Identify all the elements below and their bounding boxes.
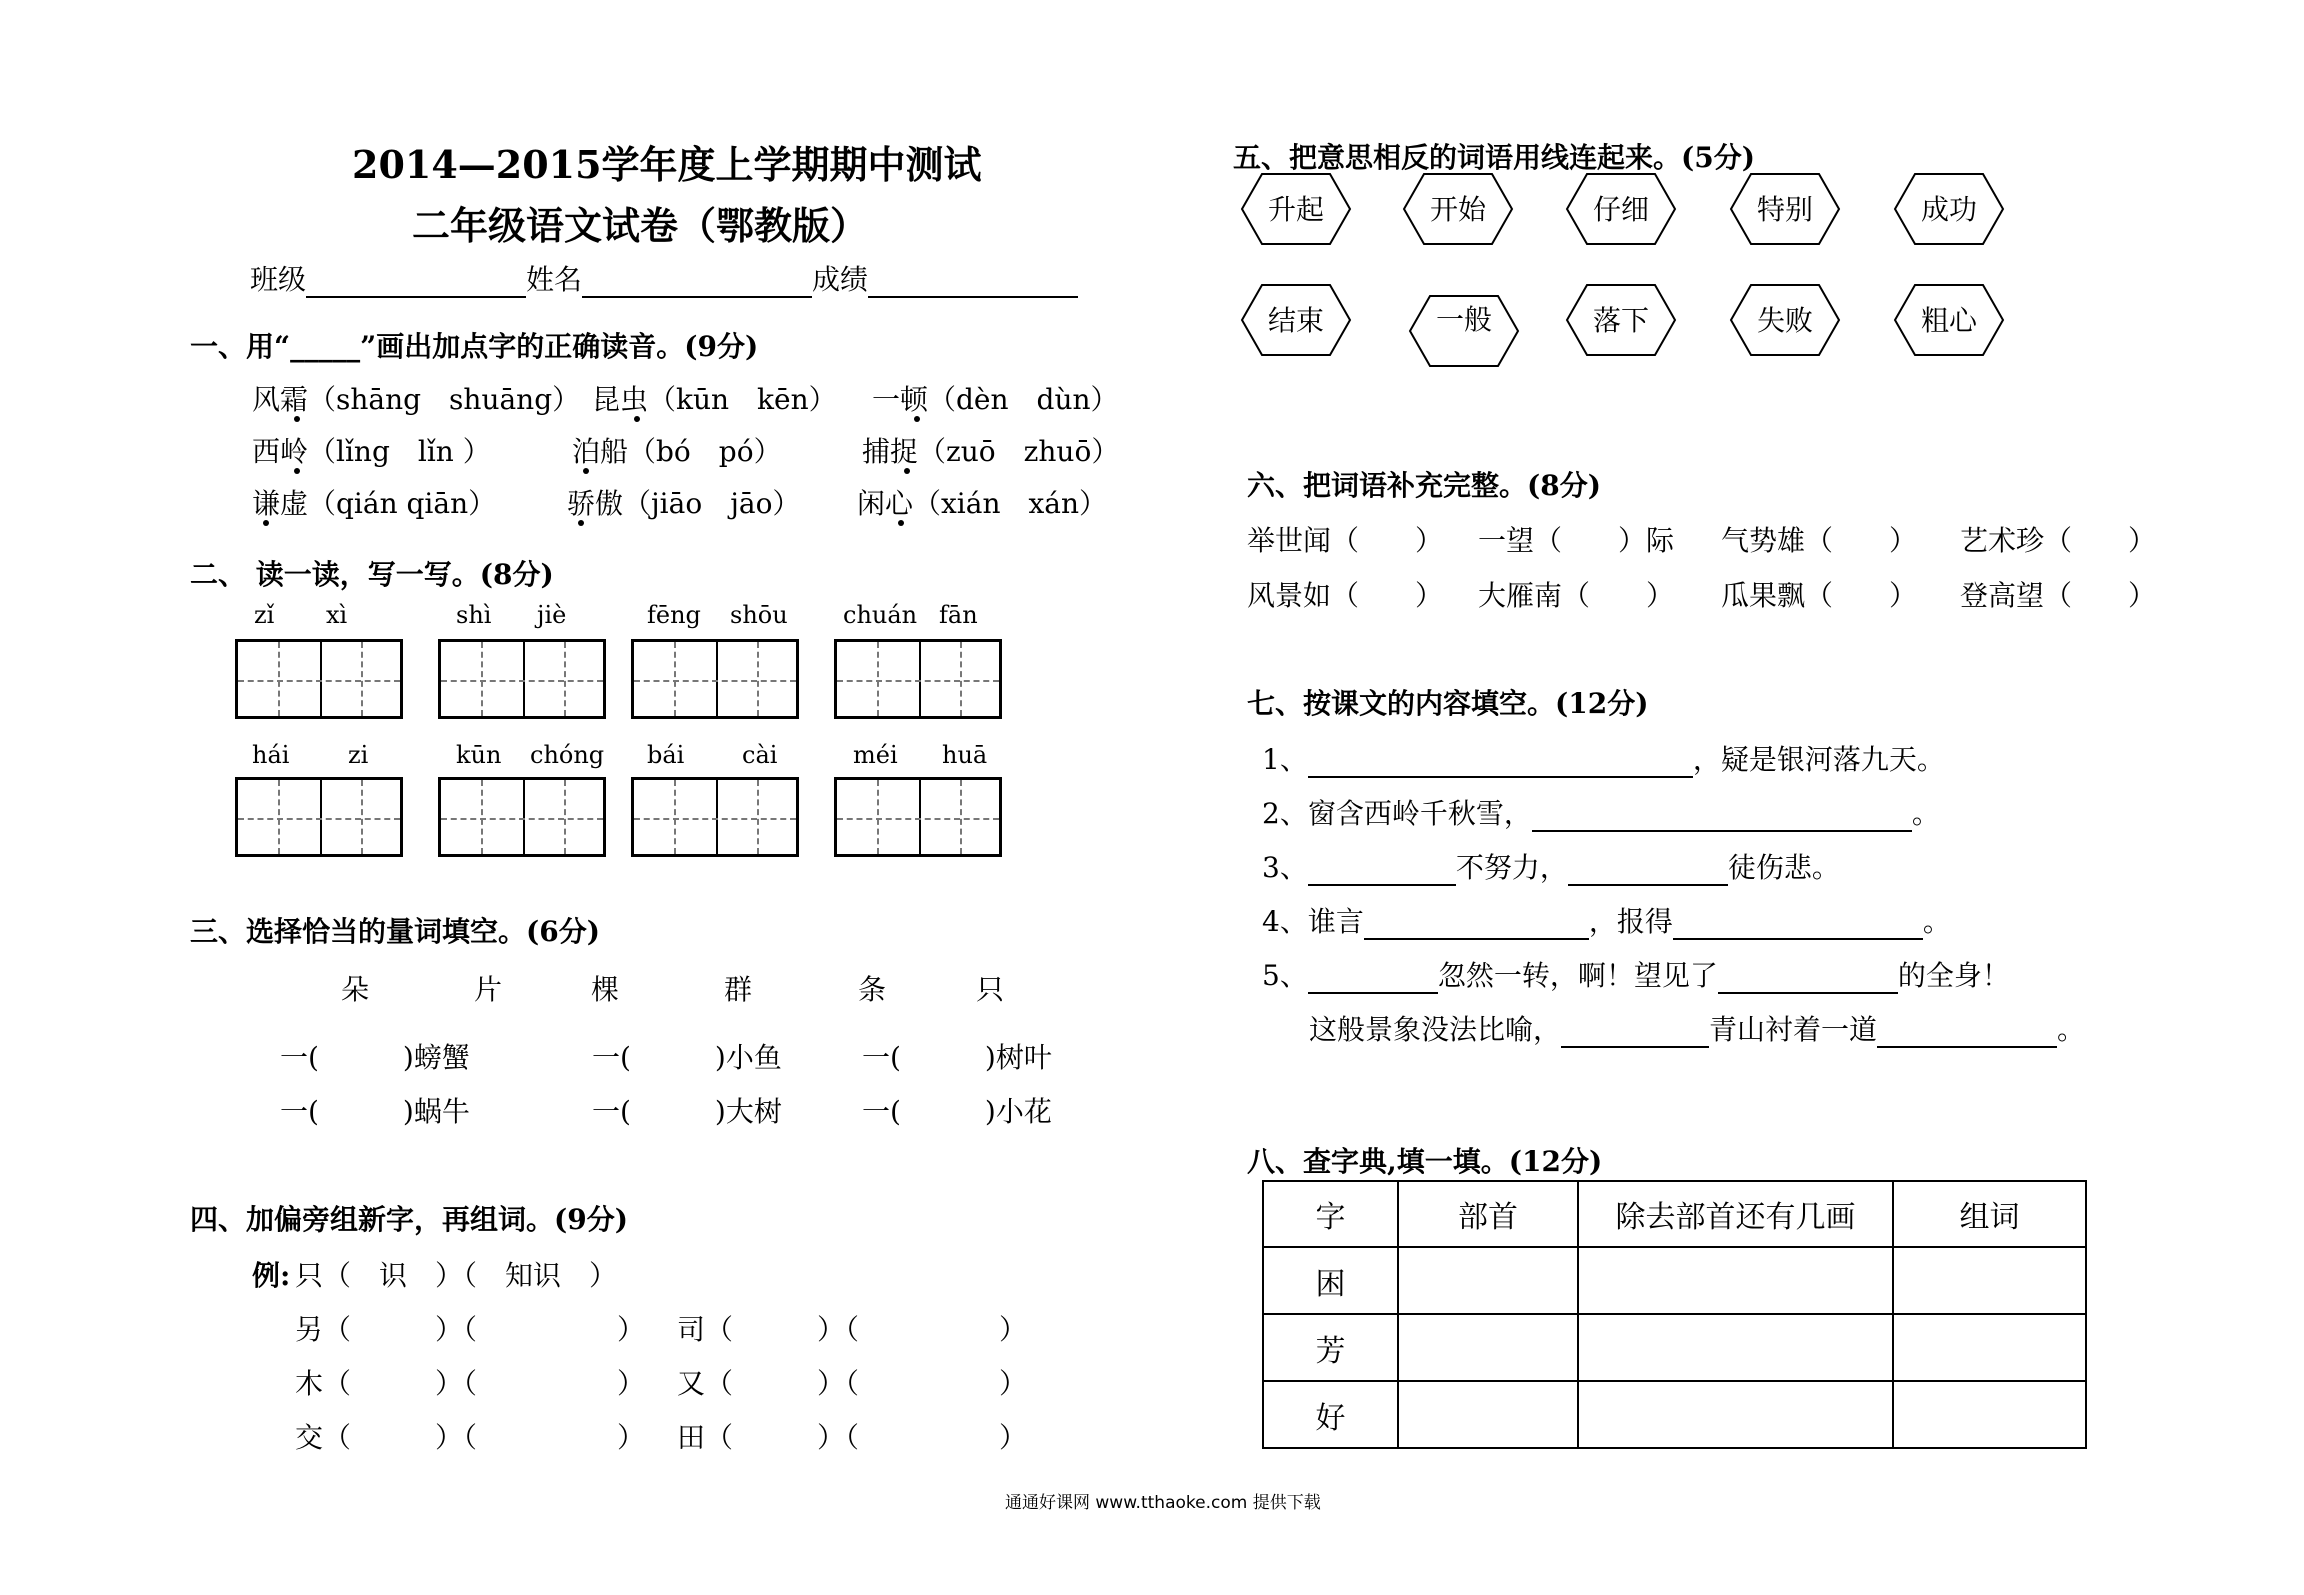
student-info xyxy=(250,258,1078,298)
poem-line: 4、谁言 ，报得 。 xyxy=(1262,905,1951,938)
pinyin: zi xyxy=(348,741,369,769)
table-cell[interactable] xyxy=(1578,1314,1893,1381)
col-header: 字 xyxy=(1263,1181,1398,1247)
fill-item[interactable]: 一( )树叶 xyxy=(862,1041,1052,1074)
table-cell[interactable] xyxy=(1578,1247,1893,1314)
dictionary-table xyxy=(1262,1180,2087,1449)
table-cell[interactable] xyxy=(1893,1314,2086,1381)
word-hexagon[interactable]: 开始 xyxy=(1402,172,1514,246)
answer-blank[interactable] xyxy=(1308,746,1693,778)
pinyin: xì xyxy=(326,601,348,629)
fill-item[interactable]: 一( )小花 xyxy=(862,1095,1052,1128)
score-blank[interactable] xyxy=(868,266,1078,298)
name-blank[interactable] xyxy=(582,266,812,298)
word-hexagon[interactable]: 结束 xyxy=(1240,283,1352,357)
table-char: 困 xyxy=(1263,1247,1398,1314)
word-hexagon[interactable]: 一般 xyxy=(1408,294,1520,368)
table-char: 好 xyxy=(1263,1381,1398,1448)
answer-blank[interactable] xyxy=(1877,1016,2057,1048)
class-blank[interactable] xyxy=(306,266,526,298)
pinyin: chuán xyxy=(843,601,918,629)
s1-item: 捕捉（zuō zhuō） xyxy=(862,435,1120,468)
poem-line: 5、 忽然一转，啊！望见了 的全身！ xyxy=(1262,959,2010,992)
fill-item[interactable]: 又（ ）（ ） xyxy=(677,1367,1028,1400)
writing-grid[interactable] xyxy=(235,639,403,719)
idiom-fill[interactable]: 风景如（ ） xyxy=(1247,579,1444,612)
word-hexagon[interactable]: 成功 xyxy=(1893,172,2005,246)
name-label: 姓名 xyxy=(526,263,583,296)
exam-title: 2014—2015学年度上学期期中测试 xyxy=(352,142,982,187)
answer-blank[interactable] xyxy=(1532,800,1912,832)
measure-word: 棵 xyxy=(591,973,620,1006)
word-hexagon[interactable]: 仔细 xyxy=(1565,172,1677,246)
pinyin: shì xyxy=(456,601,492,629)
table-cell[interactable] xyxy=(1398,1314,1578,1381)
poem-line: 1、 ，疑是银河落九天。 xyxy=(1262,743,1945,776)
pinyin: zǐ xyxy=(254,601,275,629)
example-text: 只（ 识 ）（ 知识 ） xyxy=(295,1259,618,1292)
section7-title: 七、按课文的内容填空。(12分) xyxy=(1247,687,1649,720)
idiom-fill[interactable]: 登高望（ ） xyxy=(1960,579,2157,612)
writing-grid[interactable] xyxy=(631,777,799,857)
pinyin: fān xyxy=(939,601,978,629)
s1-item: 泊船（bó pó） xyxy=(572,435,782,468)
writing-grid[interactable] xyxy=(834,777,1002,857)
poem-line: 2、窗含西岭千秋雪， 。 xyxy=(1262,797,1940,830)
idiom-fill[interactable]: 艺术珍（ ） xyxy=(1960,524,2157,557)
col-header: 部首 xyxy=(1398,1181,1578,1247)
poem-line: 这般景象没法比喻， 青山衬着一道 。 xyxy=(1309,1013,2086,1046)
writing-grid[interactable] xyxy=(235,777,403,857)
fill-item[interactable]: 一( )小鱼 xyxy=(592,1041,782,1074)
writing-grid[interactable] xyxy=(438,639,606,719)
class-label: 班级 xyxy=(250,263,307,296)
measure-word: 片 xyxy=(474,973,503,1006)
emphasis-dot xyxy=(583,468,589,474)
table-cell[interactable] xyxy=(1398,1381,1578,1448)
answer-blank[interactable] xyxy=(1308,962,1438,994)
measure-word: 群 xyxy=(724,973,753,1006)
emphasis-dot xyxy=(294,468,300,474)
table-cell[interactable] xyxy=(1893,1247,2086,1314)
pinyin: hái xyxy=(252,741,290,769)
col-header: 组词 xyxy=(1893,1181,2086,1247)
pinyin: shōu xyxy=(730,601,788,629)
s1-item: 闲心（xián xán） xyxy=(857,487,1107,520)
emphasis-dot xyxy=(898,520,904,526)
fill-item[interactable]: 木（ ）（ ） xyxy=(295,1367,646,1400)
s1-item: 昆虫（kūn kēn） xyxy=(592,383,837,416)
pinyin: fēng xyxy=(647,601,701,629)
idiom-fill[interactable]: 一望（ ）际 xyxy=(1478,524,1675,557)
pinyin: méi xyxy=(853,741,898,769)
pinyin: kūn xyxy=(456,741,502,769)
fill-item[interactable]: 一( )螃蟹 xyxy=(280,1041,470,1074)
s1-item: 西岭（lǐng lǐn ） xyxy=(252,435,491,468)
footer-credit: 通通好课网 www.tthaoke.com 提供下载 xyxy=(1005,1493,1321,1513)
pinyin: jiè xyxy=(537,601,567,629)
emphasis-dot xyxy=(904,468,910,474)
fill-item[interactable]: 一( )大树 xyxy=(592,1095,782,1128)
fill-item[interactable]: 一( )蜗牛 xyxy=(280,1095,470,1128)
answer-blank[interactable] xyxy=(1308,854,1456,886)
section3-title: 三、选择恰当的量词填空。(6分) xyxy=(190,915,600,948)
col-header: 除去部首还有几画 xyxy=(1578,1181,1893,1247)
measure-word: 只 xyxy=(976,973,1005,1006)
word-hexagon[interactable]: 特别 xyxy=(1729,172,1841,246)
section8-title: 八、查字典,填一填。(12分) xyxy=(1247,1145,1603,1178)
writing-grid[interactable] xyxy=(438,777,606,857)
fill-item[interactable]: 司（ ）（ ） xyxy=(677,1313,1028,1346)
answer-blank[interactable] xyxy=(1364,908,1589,940)
section5-title: 五、把意思相反的词语用线连起来。(5分) xyxy=(1233,141,1755,174)
s1-item: 谦虚（qián qiān） xyxy=(252,487,497,520)
idiom-fill[interactable]: 瓜果飘（ ） xyxy=(1721,579,1918,612)
poem-line: 3、 不努力， 徒伤悲。 xyxy=(1262,851,1840,884)
pinyin: huā xyxy=(942,741,988,769)
answer-blank[interactable] xyxy=(1561,1016,1709,1048)
pinyin: bái xyxy=(647,741,685,769)
idiom-fill[interactable]: 举世闻（ ） xyxy=(1247,524,1444,557)
answer-blank[interactable] xyxy=(1718,962,1898,994)
emphasis-dot xyxy=(578,520,584,526)
example-label: 例: xyxy=(252,1259,291,1292)
answer-blank[interactable] xyxy=(1673,908,1923,940)
emphasis-dot xyxy=(914,416,920,422)
section1-title: 一、用“_____”画出加点字的正确读音。(9分) xyxy=(190,330,759,363)
fill-item[interactable]: 田（ ）（ ） xyxy=(677,1421,1028,1454)
measure-word: 朵 xyxy=(341,973,370,1006)
fill-item[interactable]: 交（ ）（ ） xyxy=(295,1421,646,1454)
table-char: 芳 xyxy=(1263,1314,1398,1381)
writing-grid[interactable] xyxy=(834,639,1002,719)
emphasis-dot xyxy=(263,520,269,526)
score-label: 成绩 xyxy=(812,263,869,296)
table-cell[interactable] xyxy=(1398,1247,1578,1314)
idiom-fill[interactable]: 大雁南（ ） xyxy=(1478,579,1675,612)
fill-item[interactable]: 另（ ）（ ） xyxy=(295,1313,646,1346)
pinyin: cài xyxy=(742,741,778,769)
answer-blank[interactable] xyxy=(1568,854,1728,886)
s1-item: 风霜（shāng shuāng） xyxy=(252,383,581,416)
emphasis-dot xyxy=(634,416,640,422)
emphasis-dot xyxy=(294,416,300,422)
section2-title: 二、 读一读，写一写。(8分) xyxy=(190,558,554,591)
idiom-fill[interactable]: 气势雄（ ） xyxy=(1721,524,1918,557)
pinyin: chóng xyxy=(530,741,605,769)
word-hexagon[interactable]: 失败 xyxy=(1729,283,1841,357)
section6-title: 六、把词语补充完整。(8分) xyxy=(1247,469,1601,502)
word-hexagon[interactable]: 粗心 xyxy=(1893,283,2005,357)
word-hexagon[interactable]: 升起 xyxy=(1240,172,1352,246)
section4-title: 四、加偏旁组新字，再组词。(9分) xyxy=(190,1203,628,1236)
measure-word: 条 xyxy=(858,973,887,1006)
writing-grid[interactable] xyxy=(631,639,799,719)
word-hexagon[interactable]: 落下 xyxy=(1565,283,1677,357)
table-cell[interactable] xyxy=(1893,1381,2086,1448)
s1-item: 一顿（dèn dùn） xyxy=(872,383,1119,416)
table-cell[interactable] xyxy=(1578,1381,1893,1448)
s1-item: 骄傲（jiāo jāo） xyxy=(567,487,801,520)
exam-subtitle: 二年级语文试卷（鄂教版） xyxy=(412,203,869,248)
